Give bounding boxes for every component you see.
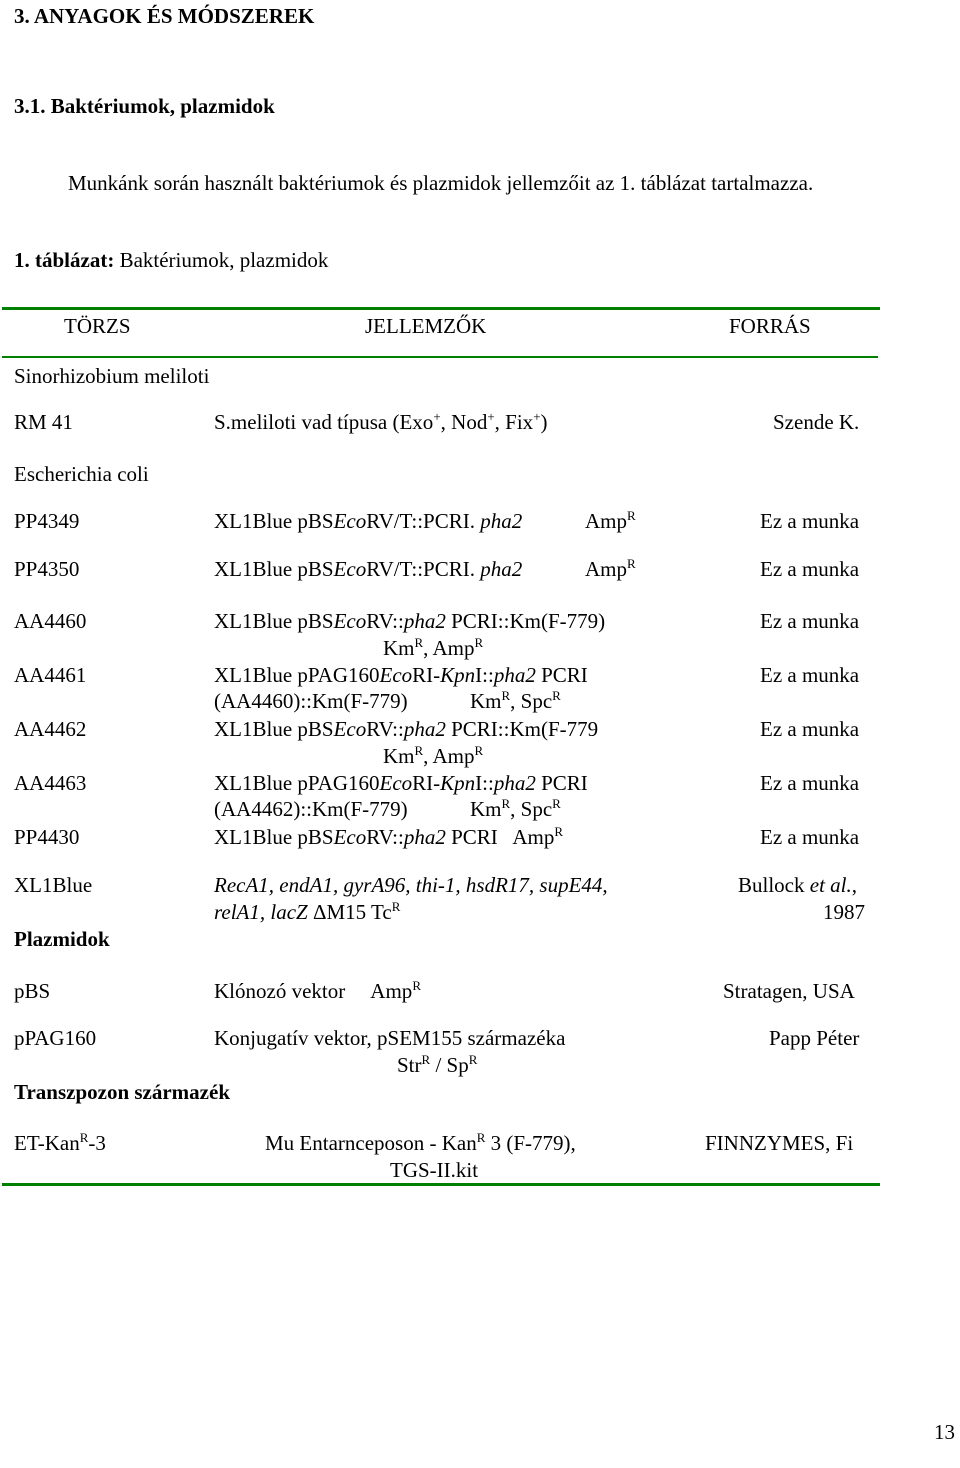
strain-xl1blue: XL1Blue xyxy=(14,873,93,897)
header-features: JELLEMZŐK xyxy=(365,314,487,338)
features-xl1blue: RecA1, endA1, gyrA96, thi-1, hsdR17, supE44, xyxy=(214,873,608,897)
strain-aa4461: AA4461 xyxy=(14,663,87,687)
caption-label: 1. táblázat: xyxy=(14,248,115,272)
features-aa4461-line2a: (AA4460)::Km(F-779) xyxy=(214,689,408,713)
features-aa4461: XL1Blue pPAG160EcoRI-KpnI::pha2 PCRI xyxy=(214,663,588,687)
strain-etkan: ET-Kan$^R$-3 xyxy=(14,1130,106,1155)
table-header-rule xyxy=(2,356,878,358)
strain-aa4460: AA4460 xyxy=(14,609,87,633)
strain-pp4430: PP4430 xyxy=(14,825,80,849)
strain-pp4350: PP4350 xyxy=(14,557,80,581)
page-number: 13 xyxy=(934,1420,955,1444)
group-ecoli: Escherichia coli xyxy=(14,462,149,486)
subsection-heading: 3.1. Baktériumok, plazmidok xyxy=(14,94,275,118)
features-pp4430: XL1Blue pBSEcoRV::pha2 PCRI Amp$^R$ xyxy=(214,824,564,849)
source-xl1blue: Bullock et al., xyxy=(738,873,857,897)
group-sinorhizobium: Sinorhizobium meliloti xyxy=(14,364,210,388)
features-ppag160: Konjugatív vektor, pSEM155 származéka xyxy=(214,1026,566,1050)
features-etkan: Mu Entarnceposon - Kan$^R$ 3 (F-779), xyxy=(265,1130,576,1155)
features-aa4463: XL1Blue pPAG160EcoRI-KpnI::pha2 PCRI xyxy=(214,771,588,795)
features-rm41: S.meliloti vad típusa (Exo+, Nod+, Fix+) xyxy=(214,409,548,434)
strain-pp4349: PP4349 xyxy=(14,509,80,533)
source-aa4462: Ez a munka xyxy=(760,717,860,741)
source-rm41: Szende K. xyxy=(773,410,860,434)
features-xl1blue-line2: relA1, lacZ ΔM15 $Tc^R$ xyxy=(214,899,401,924)
features-ppag160-line2: $Str^R / Sp^R$ xyxy=(397,1052,478,1077)
section-heading: 3. ANYAGOK ÉS MÓDSZEREK xyxy=(14,4,315,28)
features-aa4462-line2: $Km^R$, Amp$^R$ xyxy=(383,743,484,768)
source-aa4463: Ez a munka xyxy=(760,771,860,795)
features-aa4461-line2b: $Km^R$, Spc$^R$ xyxy=(470,688,561,713)
features-aa4462: XL1Blue pBSEcoRV::pha2 PCRI::Km(F-779 xyxy=(214,717,599,741)
caption-text: Baktériumok, plazmidok xyxy=(114,248,329,272)
features-aa4463-line2b: $Km^R$, Spc$^R$ xyxy=(470,796,561,821)
source-aa4460: Ez a munka xyxy=(760,609,860,633)
features-aa4460-line2: $Km^R$, Amp$^R$ xyxy=(383,635,484,660)
strain-aa4462: AA4462 xyxy=(14,717,87,741)
header-source: FORRÁS xyxy=(729,314,811,338)
header-strain: TÖRZS xyxy=(64,314,131,338)
strain-aa4463: AA4463 xyxy=(14,771,87,795)
source-ppag160: Papp Péter xyxy=(769,1026,860,1050)
intro-paragraph: Munkánk során használt baktériumok és plazmidok jellemzőit az 1. táblázat tartalmazza. xyxy=(68,171,814,195)
strain-ppag160: pPAG160 xyxy=(14,1026,97,1050)
features-aa4463-line2a: (AA4462)::Km(F-779) xyxy=(214,797,408,821)
table-bottom-rule xyxy=(2,1183,880,1186)
source-pbs: Stratagen, USA xyxy=(723,979,855,1003)
table-caption xyxy=(14,250,328,271)
table-top-rule xyxy=(2,307,880,310)
source-etkan: FINNZYMES, Fi xyxy=(705,1131,854,1155)
features-etkan-line2: TGS-II.kit xyxy=(390,1158,479,1182)
strain-rm41: RM 41 xyxy=(14,410,73,434)
group-transposon: Transzpozon származék xyxy=(14,1080,230,1104)
source-pp4430: Ez a munka xyxy=(760,825,860,849)
group-plasmids: Plazmidok xyxy=(14,927,110,951)
source-aa4461: Ez a munka xyxy=(760,663,860,687)
marker-pp4349: Amp$^R$ xyxy=(585,508,636,533)
features-pp4349: XL1Blue pBSEcoRV/T::PCRI. pha2 xyxy=(214,509,523,533)
marker-pp4350: Amp$^R$ xyxy=(585,556,636,581)
strain-pbs: pBS xyxy=(14,979,51,1003)
features-pbs: Klónozó vektor Amp$^R$ xyxy=(214,978,421,1003)
features-aa4460: XL1Blue pBSEcoRV::pha2 PCRI::Km(F-779) xyxy=(214,609,606,633)
features-pp4350: XL1Blue pBSEcoRV/T::PCRI. pha2 xyxy=(214,557,523,581)
source-pp4350: Ez a munka xyxy=(760,557,860,581)
source-pp4349: Ez a munka xyxy=(760,509,860,533)
source-xl1blue-year: 1987 xyxy=(823,900,865,924)
